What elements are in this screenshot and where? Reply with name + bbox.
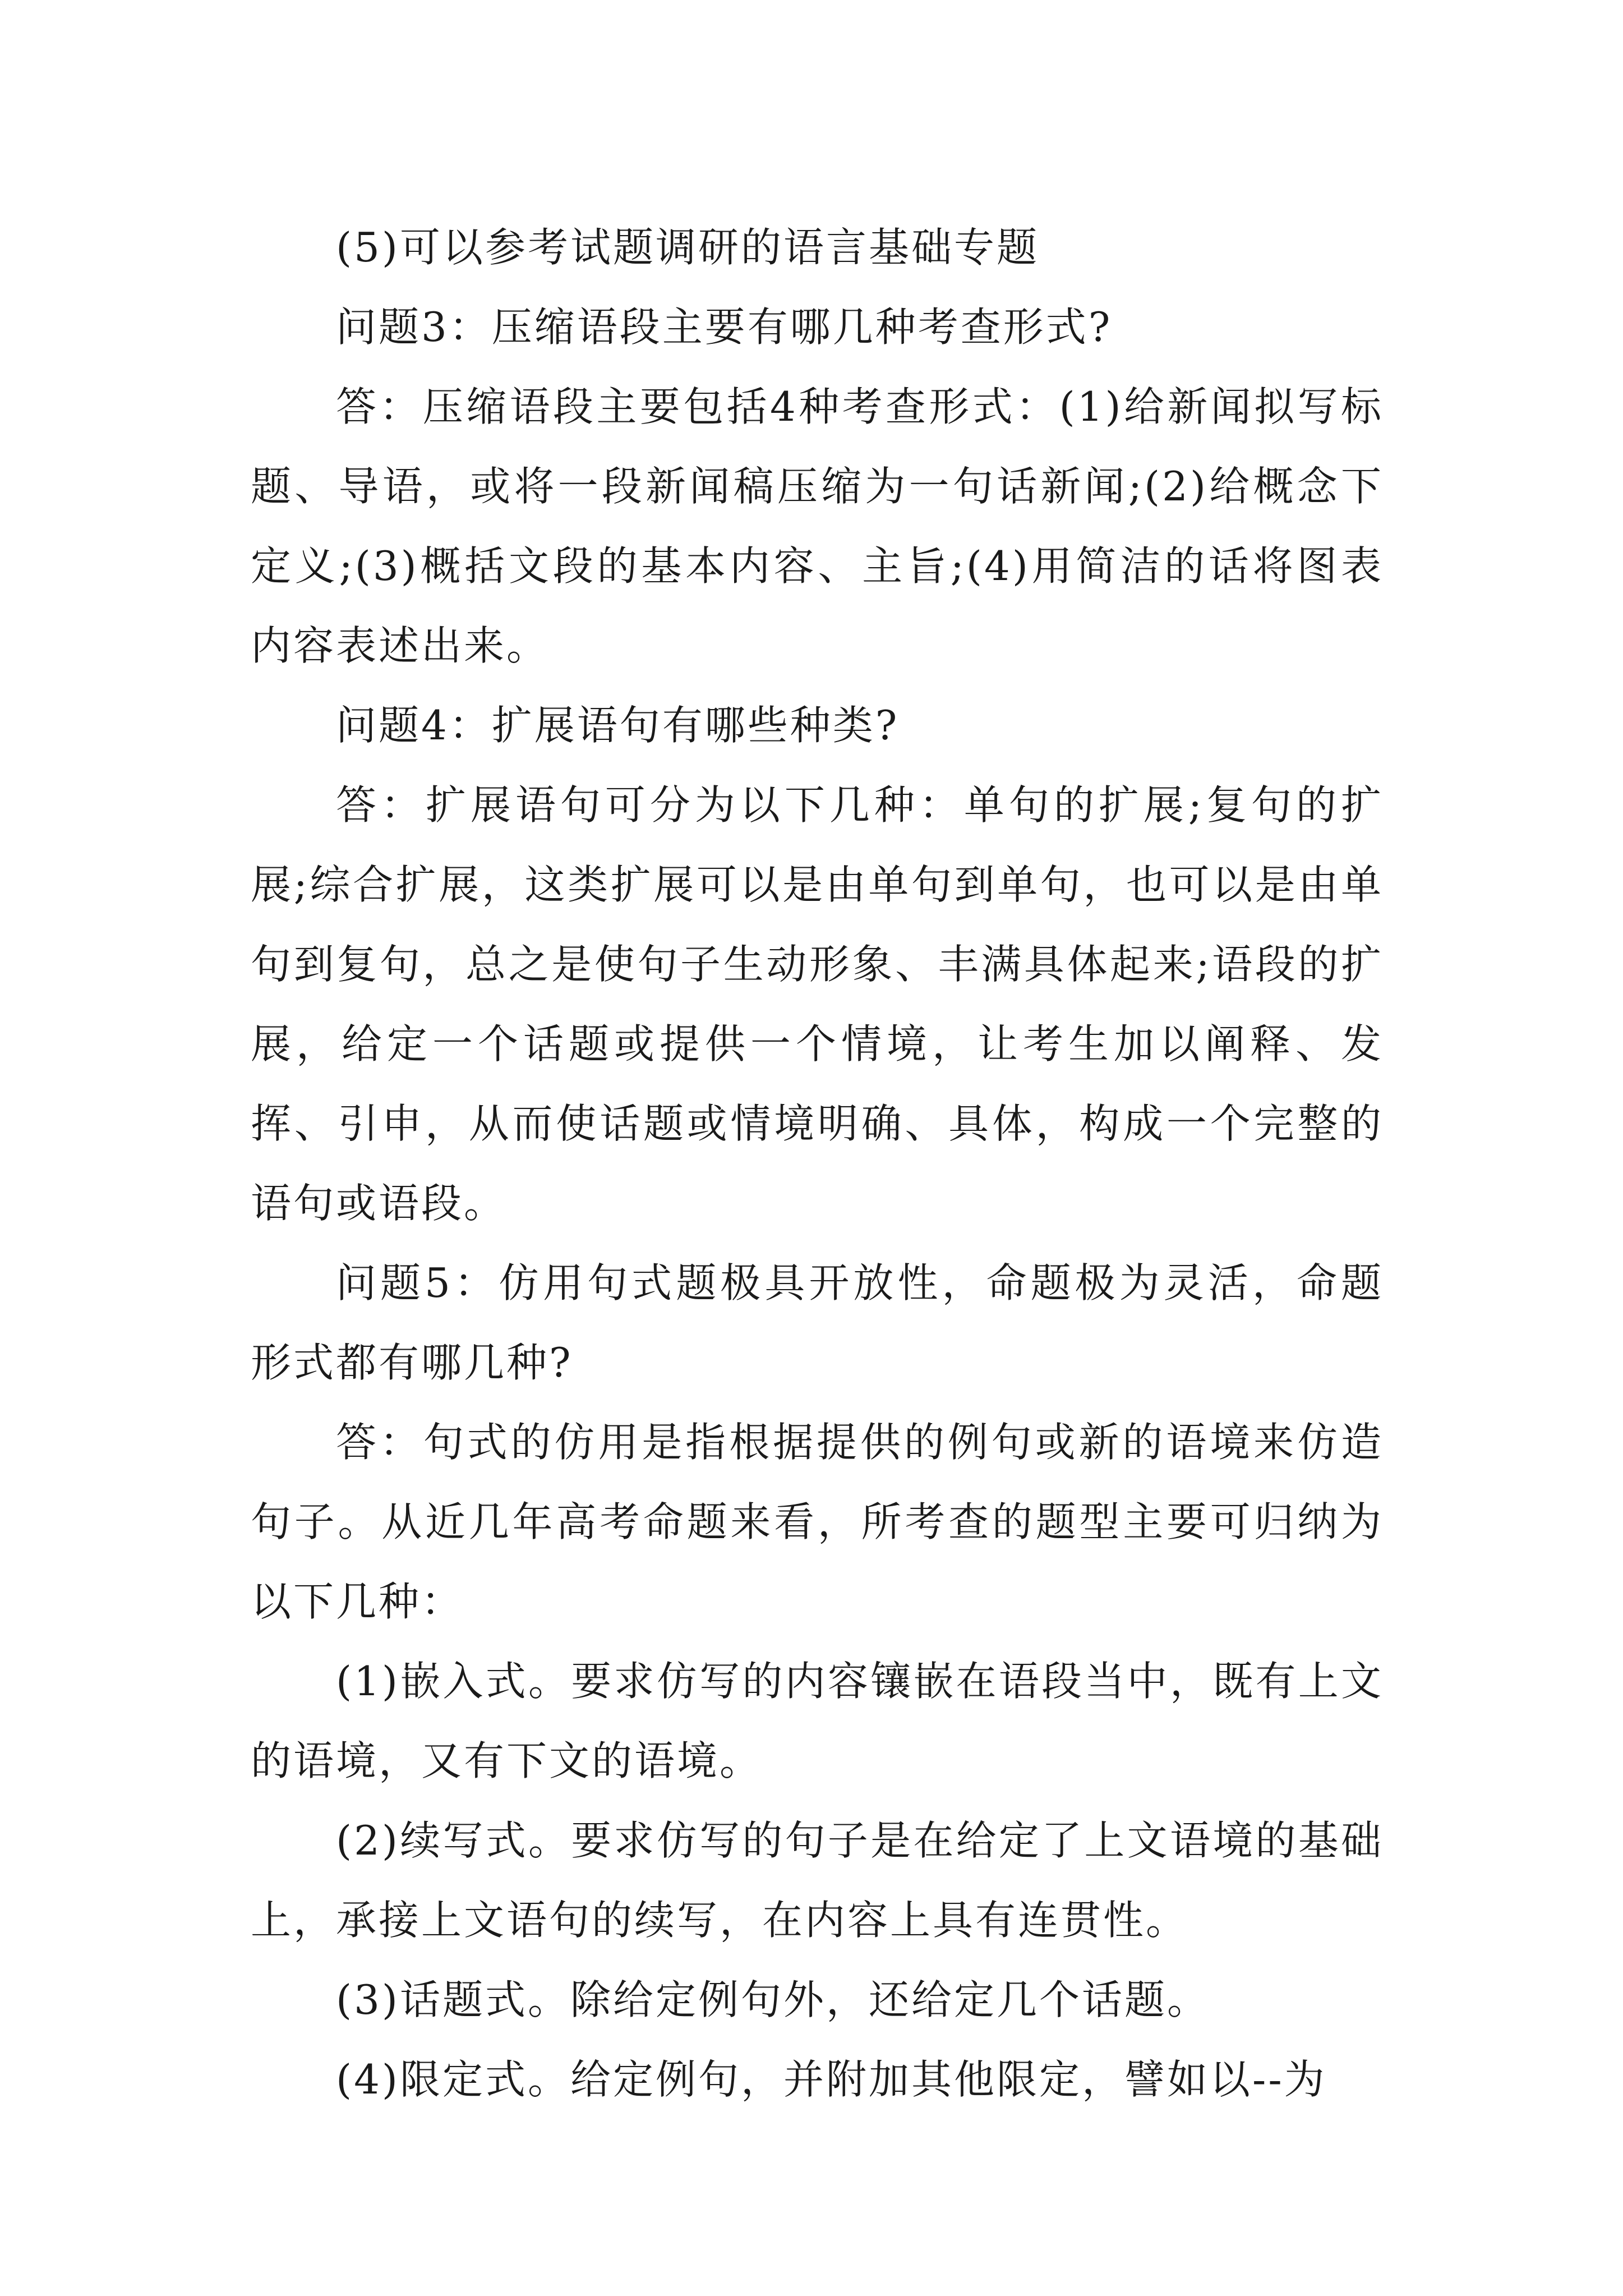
question-5-heading: 问题5：仿用句式题极具开放性，命题极为灵活，命题形式都有哪几种? (251, 1259, 1384, 1386)
answer-5-item-4: (4)限定式。给定例句，并附加其他限定，譬如以--为 (336, 2056, 1327, 2103)
answer-5-paragraph: 答：句式的仿用是指根据提供的例句或新的语境来仿造句子。从近几年高考命题来看，所考查的题型主要可归纳为以下几种： (251, 1419, 1384, 1625)
answer-4-paragraph: 答：扩展语句可分为以下几种：单句的扩展;复句的扩展;综合扩展，这类扩展可以是由单句到单句，也可以是由单句到复句，总之是使句子生动形象、丰满具体起来;语段的扩展，给定一个话题或提供一个情境，让考生加以阐释、发挥、引申，从而使话题或情境明确、具体，构成一个完整的语句或语段。 (251, 781, 1384, 1227)
answer-5-item-1: (1)嵌入式。要求仿写的内容镶嵌在语段当中，既有上文的语境，又有下文的语境。 (251, 1658, 1384, 1784)
question-3-heading: 问题3：压缩语段主要有哪几种考查形式? (336, 303, 1113, 351)
document-body (251, 208, 1384, 2119)
answer-5-item-3: (3)话题式。除给定例句外，还给定几个话题。 (336, 1976, 1210, 2023)
answer-5-item-2: (2)续写式。要求仿写的句子是在给定了上文语境的基础上，承接上文语句的续写，在内容上具有连贯性。 (251, 1817, 1384, 1944)
paragraph-item-5-reference: (5)可以参考试题调研的语言基础专题 (336, 224, 1039, 271)
question-4-heading: 问题4：扩展语句有哪些种类? (336, 702, 900, 749)
answer-3-paragraph: 答：压缩语段主要包括4种考查形式：(1)给新闻拟写标题、导语，或将一段新闻稿压缩为一句话新闻;(2)给概念下定义;(3)概括文段的基本内容、主旨;(4)用简洁的话将图表内容表述出来。 (251, 383, 1384, 669)
